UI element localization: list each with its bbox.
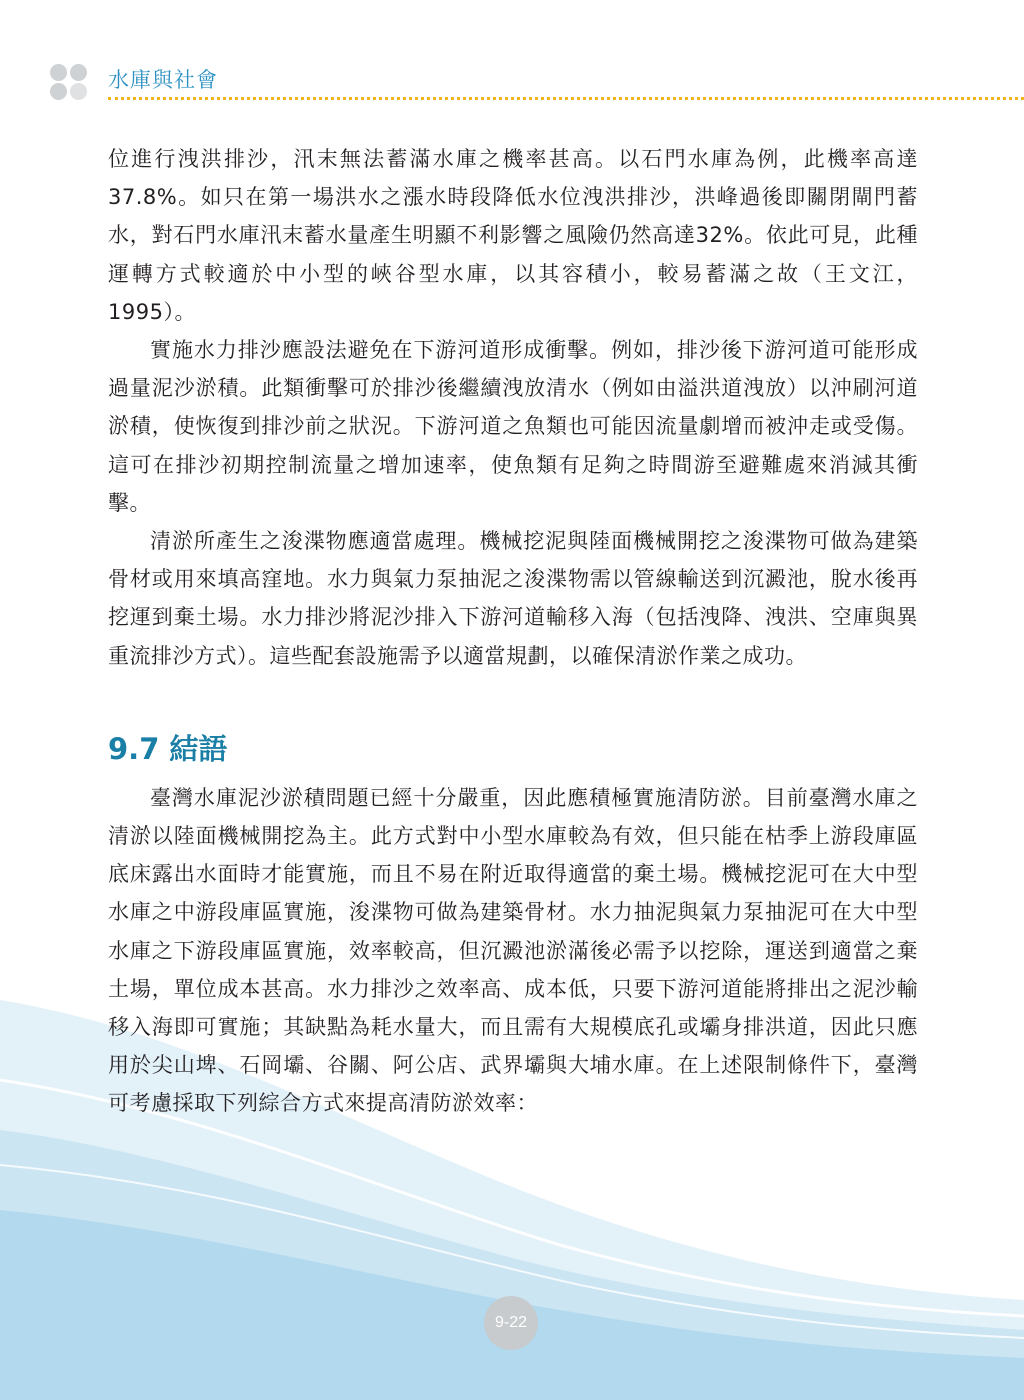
- logo-dot: [50, 64, 67, 81]
- logo-dot: [50, 83, 67, 100]
- header-logo-dots: [50, 64, 96, 100]
- header-title: 水庫與社會: [108, 68, 218, 92]
- page-content: [108, 140, 918, 1123]
- section-number: 9.7: [108, 731, 160, 766]
- body-paragraph: 實施水力排沙應設法避免在下游河道形成衝擊。例如，排沙後下游河道可能形成過量泥沙淤積。此類衝擊可於排沙後繼續洩放清水（例如由溢洪道洩放）以沖刷河道淤積，使恢復到排沙前之狀況。下游河道之魚類也可能因流量劇增而被沖走或受傷。這可在排沙初期控制流量之增加速率，使魚類有足夠之時間游至避難處來消減其衝擊。: [108, 338, 918, 515]
- page-header: [50, 60, 1024, 105]
- body-paragraph: 臺灣水庫泥沙淤積問題已經十分嚴重，因此應積極實施清防淤。目前臺灣水庫之清淤以陸面機械開挖為主。此方式對中小型水庫較為有效，但只能在枯季上游段庫區底床露出水面時才能實施，而且不易在附近取得適當的棄土場。機械挖泥可在大中型水庫之中游段庫區實施，浚渫物可做為建築骨材。水力抽泥與氣力泵抽泥可在大中型水庫之下游段庫區實施，效率較高，但沉澱池淤滿後必需予以挖除，運送到適當之棄土場，單位成本甚高。水力排沙之效率高、成本低，只要下游河道能將排出之泥沙輸移入海即可實施；其缺點為耗水量大，而且需有大規模底孔或壩身排洪道，因此只應用於尖山埤、石岡壩、谷關、阿公店、武界壩與大埔水庫。在上述限制條件下，臺灣可考慮採取下列綜合方式來提高清防淤效率：: [108, 785, 918, 1116]
- page-number-badge: 9-22: [484, 1296, 538, 1350]
- header-dotted-rule: [108, 97, 1024, 100]
- logo-dot: [70, 64, 87, 81]
- logo-dot: [70, 83, 87, 100]
- body-paragraph: 清淤所產生之浚渫物應適當處理。機械挖泥與陸面機械開挖之浚渫物可做為建築骨材或用來填高窪地。水力與氣力泵抽泥之浚渫物需以管線輸送到沉澱池，脫水後再挖運到棄土場。水力排沙將泥沙排入下游河道輸移入海（包括洩降、洩洪、空庫與異重流排沙方式）。這些配套設施需予以適當規劃，以確保清淤作業之成功。: [108, 529, 918, 668]
- section-heading: [108, 727, 918, 771]
- section-title: 結語: [169, 731, 228, 766]
- body-paragraph: 位進行洩洪排沙，汛末無法蓄滿水庫之機率甚高。以石門水庫為例，此機率高達37.8%。如只在第一場洪水之漲水時段降低水位洩洪排沙，洪峰過後即關閉閘門蓄水，對石門水庫汛末蓄水量產生明顯不利影響之風險仍然高達32%。依此可見，此種運轉方式較適於中小型的峽谷型水庫，以其容積小，較易蓄滿之故（王文江，1995）。: [108, 147, 918, 324]
